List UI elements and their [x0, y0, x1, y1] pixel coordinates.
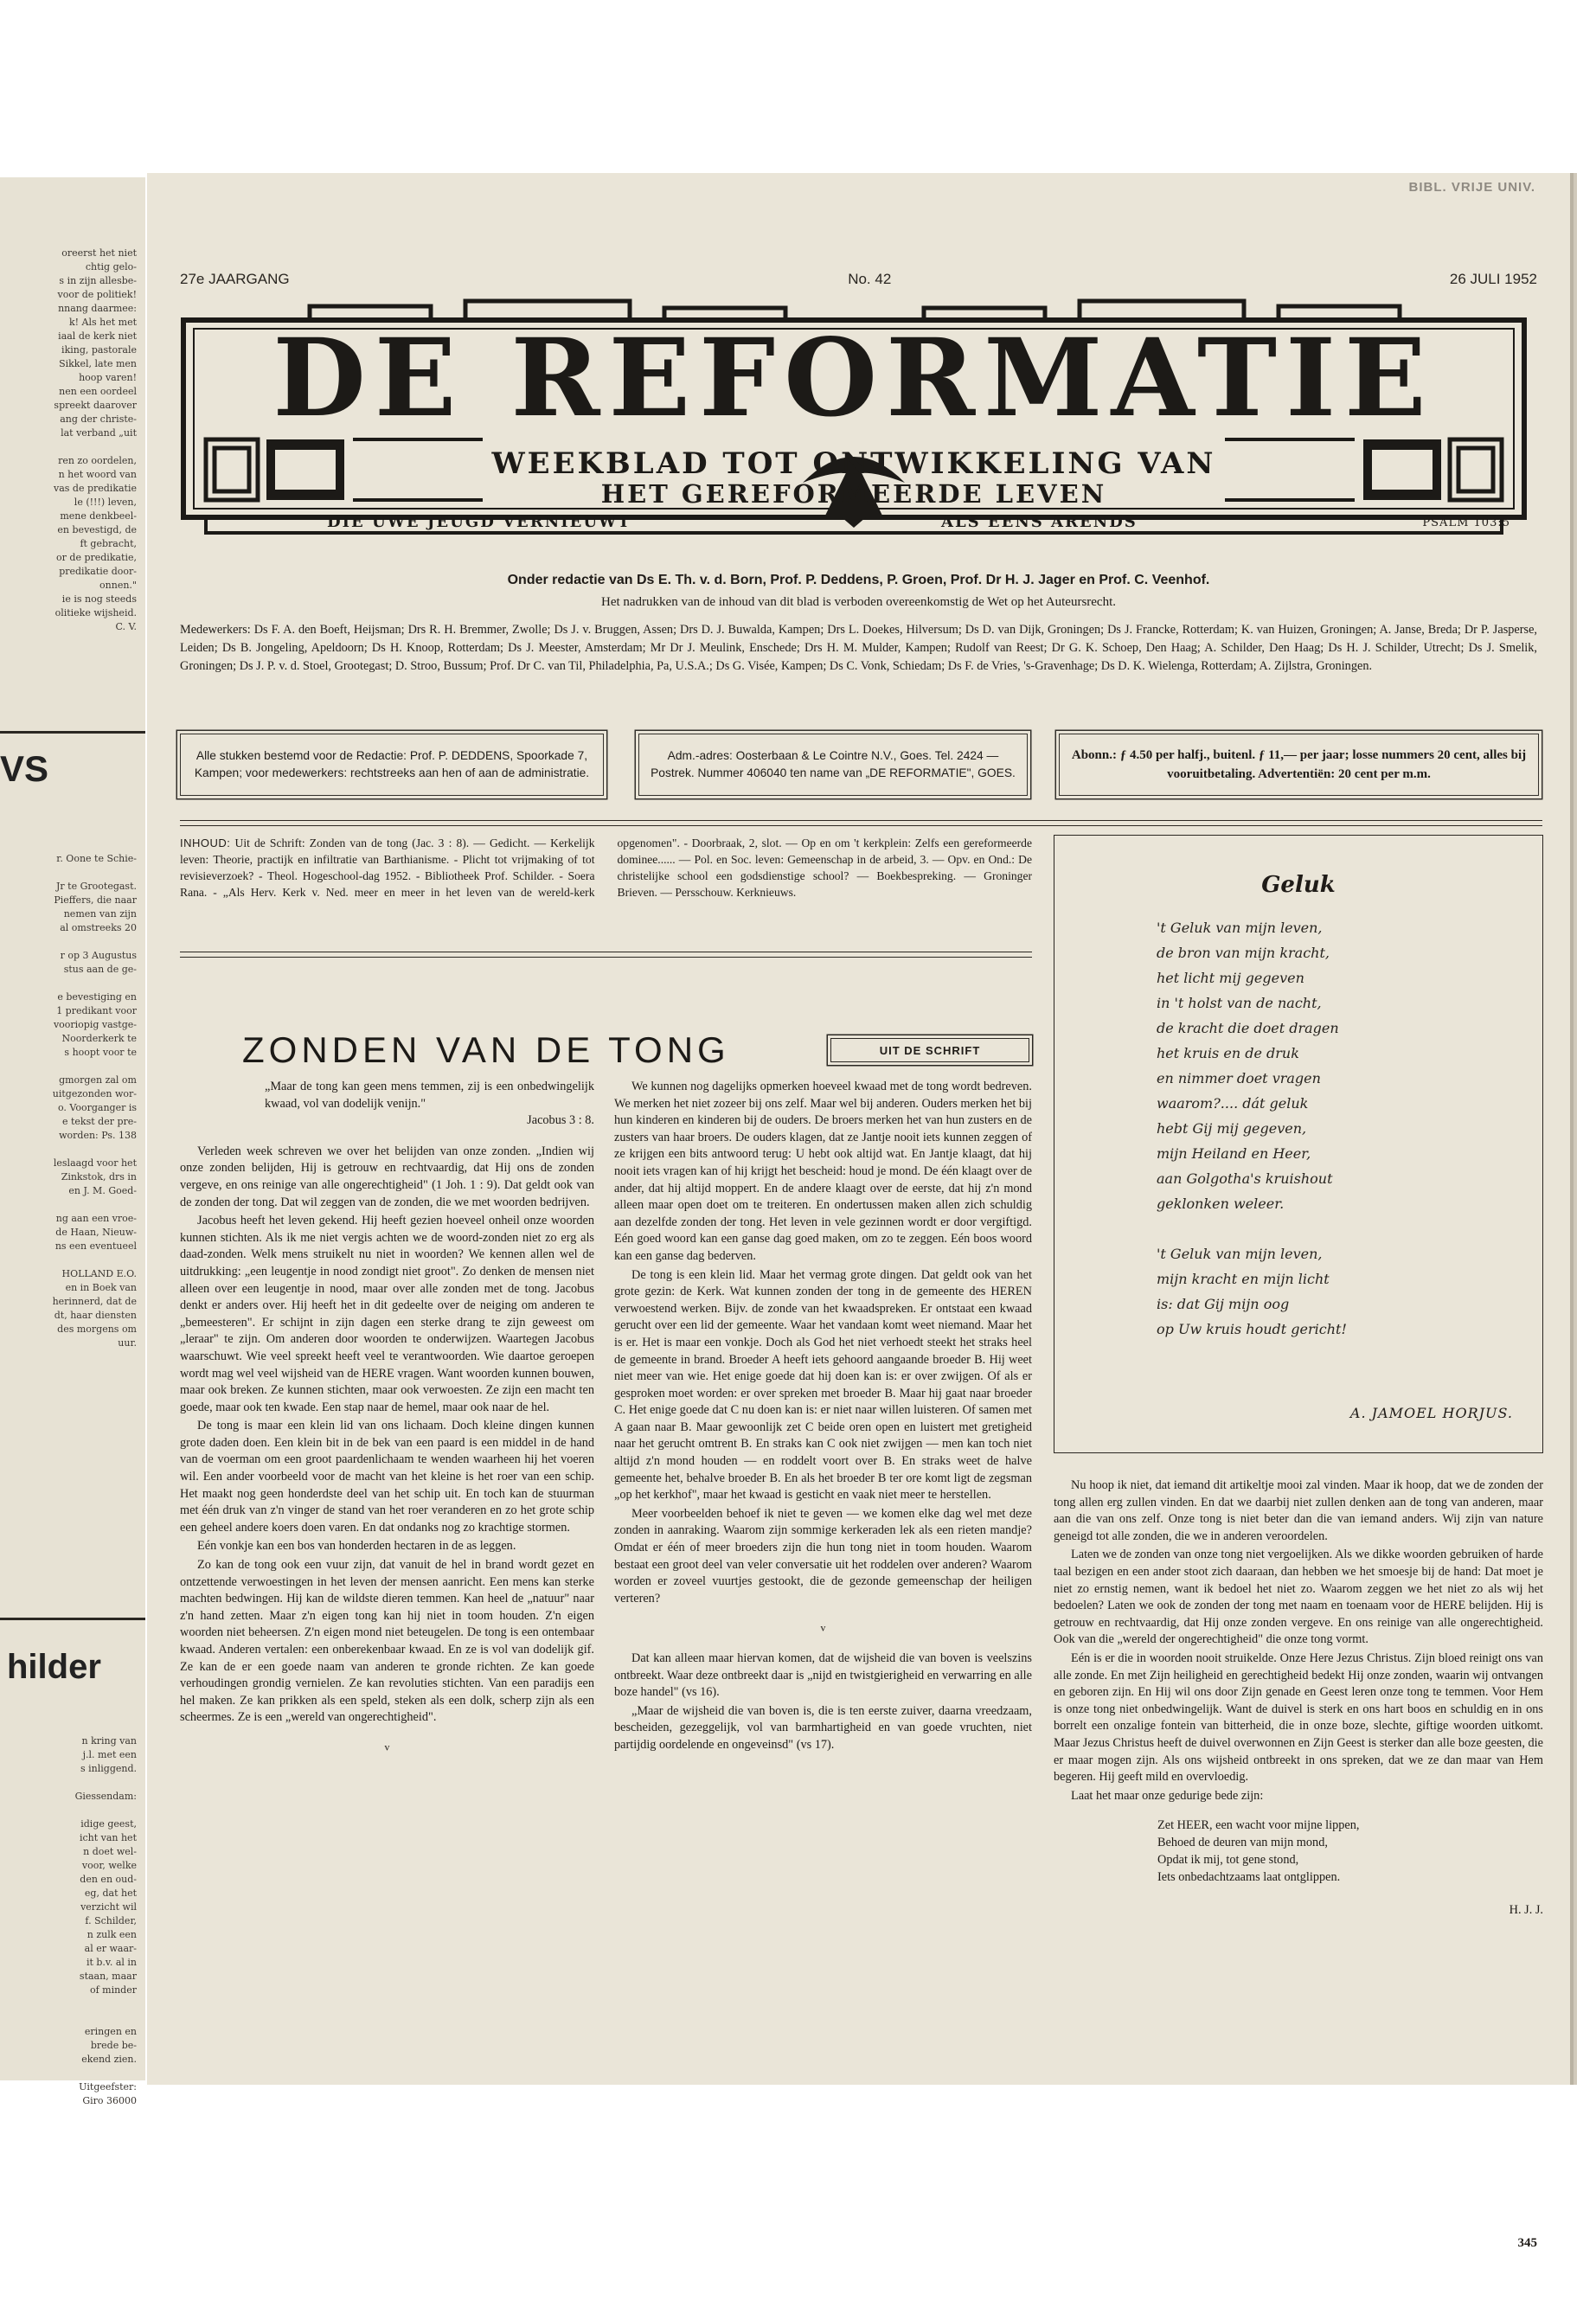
- motto-text: „Maar de tong kan geen mens temmen, zij is een onbedwingelijk kwaad, vol van dodelijk venijn.": [265, 1080, 594, 1111]
- verse-line: Opdat ik mij, tot gene stond,: [1157, 1853, 1299, 1868]
- poem-line: het licht mij gegeven: [1157, 970, 1304, 986]
- table-of-contents: [180, 835, 1032, 901]
- paragraph: Nu hoop ik niet, dat iemand dit artikeltje mooi zal vinden. Maar ik hoop, dat we de zonden der tong allen erg zullen vinden. En dat we daarbij niet zullen denken aan de tong van anderen, maar aan die van ons zelf. Onze tong is niet beter dan die van iemand anders. Wij zijn van nature geneigd tot alle zonden, die we in anderen veroordelen.: [1054, 1478, 1543, 1543]
- poem-line: 't Geluk van mijn leven,: [1157, 1246, 1323, 1262]
- previous-page-edge: [0, 177, 145, 2106]
- newspaper-page: [147, 173, 1570, 2250]
- previous-page-rule: [0, 731, 145, 734]
- poem-line: hebt Gij mij gegeven,: [1157, 1120, 1307, 1137]
- volume: 27e JAARGANG: [180, 271, 290, 287]
- poem-line: mijn Heiland en Heer,: [1157, 1145, 1311, 1162]
- masthead: [180, 301, 1528, 542]
- article-rubric: UIT DE SCHRIFT: [830, 1038, 1029, 1062]
- masthead-motto-left: DIE UWE JEUGD VERNIEUWT: [327, 513, 631, 531]
- psalm-verse: [1157, 1817, 1543, 1886]
- poem-line: de kracht die doet dragen: [1157, 1020, 1339, 1036]
- poem-line: aan Golgotha's kruishout: [1157, 1170, 1333, 1187]
- article-signature: H. J. J.: [1509, 1903, 1543, 1918]
- poem-line: is: dat Gij mijn oog: [1157, 1296, 1290, 1312]
- previous-page-heading: hilder: [7, 1648, 101, 1686]
- paragraph: De tong is maar een klein lid van ons lichaam. Doch kleine dingen kunnen grote daden doen. Een klein bit in de bek van een paard is een middel in de hand van de voerman om een groot paardenlichaam te wenden waarheen hij het voeren wil. Een ander voorbeeld voor de macht van het kleine is het roer van een schip. Het maakt nog geen honderdste deel van het schip uit. En toch kan de stuurman met één druk van z'n vinger de stand van het roer veranderen en zo het grote schip een geheel andere koers doen varen. En dat ondanks nog zo krachtige stormen.: [180, 1419, 594, 1535]
- poem-line: het kruis en de druk: [1157, 1045, 1299, 1061]
- previous-page-text-bottom: n kring van j.l. met een s inliggend. Giessendam: idige geest, icht van het n doet wel- voor, welke den en oud- eg, dat het verzicht wil f. Schilder, n zulk een al er waar- it b.v. al in staan, maar of minder eringen en brede be- ekend zien. Uitgeefster: Giro 36000: [74, 1735, 137, 2106]
- masthead-psalm-reference: PSALM 103:5: [1422, 516, 1510, 529]
- editorial-address-box: Alle stukken bestemd voor de Redactie: Prof. P. DEDDENS, Spoorkade 7, Kampen; voor medewerkers: rechtstreeks aan hen of aan de administratie.: [180, 734, 604, 796]
- paragraph: We kunnen nog dagelijks opmerken hoeveel kwaad met de tong wordt bedreven. We merken het niet zozeer bij ons zelf. Maar wel bij anderen. Ouders merken het bij hun kinderen en kinderen bij de ouders. De broers merken het van hun zusters en de zusters van haar broers. De ouders klagen, dat ze Jantje nooit iets kunnen zeggen of ze krijgen een bits antwoord terug: U hebt ook altijd wat. En Jantje klaagt, dat hij nooit iets vragen kan of hij krijgt het bescheid: houd je mond. De één klaagt over de ander, dat hij altijd moppert. En de andere klaagt over de eerste, dat hij z'n mond alleen maar open doet om te treiteren. En ondertussen maken allen zich schuldig aan dezelfde zonden der tong. Het leven in vele gezinnen wordt er door vergiftigd. Eén goed woord kan een ganse dag goed maken, om zo te zeggen. Eén boos woord kan een ganse dag bederven.: [614, 1080, 1032, 1263]
- poem-title: Geluk: [1261, 872, 1336, 898]
- poem-line: mijn kracht en mijn licht: [1157, 1271, 1330, 1287]
- paragraph: De tong is een klein lid. Maar het vermag grote dingen. Dat geldt ook van het grote gezin: de Kerk. Wat kunnen zonden der tong in de gemeente des HEREN verwoestend werken. Bijv. de zonde van het kwaadspreken. Er ontstaat een kwaad gerucht over een lid der gemeente. Waar het vandaan komt weet niemand. Maar het is er. Het is maar een vonkje. Doch als God het niet verhoedt steekt het straks heel de gemeente in brand. Broeder A heeft iets gehoord aangaande broeder B. Hij weet niet meer van wie. Het enige goede dat hij doen kan is: er over zwijgen. Of als er gesproken moet worden: er over spreken met broeder B. Maar hij gaat naar broeder C. Het enige goede dat C nu doen kan is: er niet naar willen luisteren. Of samen met A gaan naar B. Maar gewoonlijk zet C beide oren open en luistert met gretigheid naar het gerucht omtrent B. En straks kan C ook niet zwijgen — men kan toch niet altijd z'n mond houden — en roddelt voort over B. En straks weet de halve gemeente het, behalve broeder B. En als het broeder B ter ore komt ligt de zegsman „op het kerkhof", maar het kwaad is gesticht en vaak niet meer te herstellen.: [614, 1267, 1032, 1503]
- separator-mark: ᵛ: [820, 1621, 826, 1641]
- poem-line: op Uw kruis houdt gericht!: [1157, 1321, 1347, 1337]
- paragraph: Laten we de zonden van onze tong niet vergoelijken. Als we dikke woorden gebruiken of harde taal bezigen en een ander stoot zich daaraan, dan hebben we het smoesje bij de hand: Dat moet je niet zo ernstig nemen, want ik bedoel het niet zo. Waarom zeggen we het niet zo als wij het bedoelen? Laten we ook de zonden der tong met naam en toenaam voor de HERE belijden. Hij is getrouw en rechtvaardig, dat Hij onze zonden vergeve. En ons reinige van alle ongerechtigheid. Ook van die „wereld der ongerechtigheid" die onze tong vormt.: [1054, 1548, 1543, 1647]
- previous-page-text-top: oreerst het niet chtig gelo- s in zijn allesbe- voor de politiek! nnang daarmee: k! Als het met iaal de kerk niet iking, pastorale Sikkel, late men hoop varen! nen een oordeel spreekt daarover ang der christe- lat verband „uit ren zo oordelen, n het woord van vas de predikatie le (!!!) leven, mene denkbeel- en bevestigd, de ft gebracht, or de predikatie, predikatie door- onnen." ie is nog steeds olitieke wijsheid. C. V.: [53, 247, 137, 632]
- paragraph: Verleden week schreven we over het belijden van onze zonden. „Indien wij onze zonden belijden, Hij is getrouw en rechtvaardig, dat Hij ons de zonden vergeve, en ons reinige van alle ongerechtigheid" (1 Joh. 1 : 9). Dat geldt ook van de zonden der tong. Dat wil zeggen van de zonden, die we met woorden bedrijven.: [180, 1144, 594, 1209]
- poem-line: 't Geluk van mijn leven,: [1157, 920, 1323, 936]
- contents-label: INHOUD:: [180, 836, 231, 849]
- paragraph: Eén is er die in woorden nooit struikelde. Onze Here Jezus Christus. Zijn bloed reinigt ons van alle zonde. En met Zijn heiligheid en gerechtigheid bedekt Hij onze zonden, waarin wij ontvangen en geboren zijn. En Hij wil ons door Zijn genade en Geest leren onze tong te temmen. Voor Hem is onze tong niet onbedwingelijk. Want de duivel is sterk en ons hart boos en schuldig en in ons borrelt een onzalige fontein van bitterheid, die in onze boze, slechte, giftige woorden uitkomt. Maar Jezus Christus heeft de duivel overwonnen en Zijn Geest is sterker dan alle boze geesten, die er maar mogen zijn. Als ons wijsheid ontbreekt in ons spreken, dat we ze dan maar van Hem begeren. Hij geeft mild en overvloedig.: [1054, 1650, 1543, 1785]
- section-rule: [180, 820, 1542, 826]
- poem-line: waarom?.... dát geluk: [1157, 1095, 1309, 1112]
- paragraph: Zo kan de tong ook een vuur zijn, dat vanuit de hel in brand wordt gezet en ontzettende verwoestingen in het leven der mensen aanricht. Een mens kan sterke machten bedwingen. Hij kan de wildste dieren temmen. Kan heel de „natuur" naar z'n hand zetten. Maar z'n eigen tong kan hij niet in toom houden. Z'n eigen woorden niet beheersen. Z'n eigen mond niet beteugelen. De tong is een ontembaar kwaad. Anderen vertalen: een onberekenbaar kwaad. En ze is vol van dodelijk gif. Ze kan de er een goede naam van anderen te gronde richten. Ze kan goede verhoudingen grondig vernielen. Ze kan revoluties stichten. Van een paradijs een hel maken. Ze kan prikken als een speld, steken als een dolk, scherp zijn als een scheermes. Ze is een „wereld van ongerechtigheid".: [180, 1558, 594, 1725]
- paragraph: Dat kan alleen maar hiervan komen, dat de wijsheid die van boven is veelszins ontbreekt. Waar deze ontbreekt daar is „nijd en twistgierigheid en verwarring en alle boze handel" (vs 16).: [614, 1651, 1032, 1700]
- previous-page-rule: [0, 1618, 145, 1620]
- masthead-title: DE REFORMATIE: [272, 316, 1435, 441]
- masthead-motto-right: ALS EENS ARENDS: [941, 513, 1138, 531]
- subscription-box: Abonn.: ƒ 4.50 per halfj., buitenl. ƒ 11,— per jaar; losse nummers 20 cent, alles bij vooruitbetaling. Advertentiën: 20 cent per m.m.: [1059, 734, 1539, 796]
- poem-line: [1157, 1216, 1520, 1241]
- motto-reference: Jacobus 3 : 8.: [527, 1113, 594, 1128]
- article-title: ZONDEN VAN DE TONG: [242, 1029, 730, 1070]
- contents-text: Uit de Schrift: Zonden van de tong (Jac. 3 : 8). — Gedicht. — Kerkelijk leven: Theorie, practijk en infiltratie van Barthianisme. - Plicht tot vrijmaking of tot revisieverzoek? - Theol. Hogeschool-dag 1952. - Bibliotheek Prof. Schilder. - Soera Rana. - „Als Herv. Kerk v. Ned. meer en meer in het leven van de wereld-kerk opgenomen". - Doorbraak, 2, slot. — Op en om 't kerkplein: Zelfs een gereformeerde dominee...... — Pol. en Soc. leven: Gemeenschap in de arbeid, 3. — Opv. en Ond.: De christelijke school een godsdienstige school? — Boekbespreking. — Groninger Brieven. — Persschouw. Kerknieuws.: [180, 836, 1032, 899]
- issue-date: 26 JULI 1952: [1449, 271, 1537, 287]
- issue-number: No. 42: [848, 271, 892, 287]
- masthead-subtitle: HET GEREFORMEERDE LEVEN: [600, 479, 1107, 509]
- library-stamp: BIBL. VRIJE UNIV.: [1408, 180, 1535, 195]
- poem-author: A. JAMOEL HORJUS.: [1349, 1405, 1513, 1421]
- editors-line: Onder redactie van Ds E. Th. v. d. Born, Prof. P. Deddens, P. Groen, Prof. Dr H. J. Jager en Prof. C. Veenhof.: [507, 573, 1210, 587]
- poem-line: geklonken weleer.: [1157, 1195, 1285, 1212]
- section-rule: [180, 952, 1032, 958]
- paragraph: Laat het maar onze gedurige bede zijn:: [1071, 1788, 1264, 1803]
- article-column-1: [180, 1079, 594, 1770]
- issue-line: [180, 271, 1537, 288]
- paragraph: Eén vonkje kan een bos van honderden hectaren in de as leggen.: [197, 1539, 516, 1554]
- poem-line: in 't holst van de nacht,: [1157, 995, 1322, 1011]
- article-column-3: [1054, 1477, 1543, 1918]
- paragraph: Meer voorbeelden behoef ik niet te geven — we komen elke dag wel met deze zonden in aanraking. Waarom zijn sommige kerkeraden lek als een rieten mandje? Omdat er één of meer broeders zijn die hun tong niet in toom houden. Waarom bestaat een groot deel van veler conversatie uit het roddelen over anderen? Waarom worden er zoveel vuurtjes gestookt, die de gezonde gemeenschap der heiligen verteren?: [614, 1506, 1032, 1606]
- article-motto: [265, 1079, 594, 1130]
- verse-line: Behoed de deuren van mijn mond,: [1157, 1836, 1328, 1850]
- info-boxes: [180, 734, 1542, 803]
- article-column-2: [614, 1079, 1032, 1756]
- administration-address-box: Adm.-adres: Oosterbaan & Le Cointre N.V., Goes. Tel. 2424 — Postrek. Nummer 406040 ten name van „DE REFORMATIE", GOES.: [638, 734, 1028, 796]
- previous-page-heading: VS: [0, 748, 49, 789]
- poem-line: de bron van mijn kracht,: [1157, 945, 1330, 961]
- page-number: 345: [1517, 2236, 1537, 2250]
- verse-line: Zet HEER, een wacht voor mijne lippen,: [1157, 1818, 1360, 1833]
- verse-line: Iets onbedachtzaams laat ontglippen.: [1157, 1870, 1341, 1885]
- previous-page-text-mid: r. Oone te Schie- Jr te Grootegast. Pieffers, die naar nemen van zijn al omstreeks 20 r op 3 Augustus stus aan de ge- e bevestiging en 1 predikant voor vooriopig vastge- Noorderkerk te s hoopt voor te gmorgen zal om uitgezonden wor- o. Voorganger is e tekst der pre- worden: Ps. 138 leslaagd voor het Zinkstok, drs in en J. M. Goed- ng aan een vroe- de Haan, Nieuw- ns een eventueel HOLLAND E.O. en in Boek van herinnerd, dat de dt, haar diensten des morgens om uur.: [52, 853, 137, 1349]
- masthead-subtitle: WEEKBLAD TOT ONTWIKKELING VAN: [491, 446, 1216, 481]
- poem-line: en nimmer doet vragen: [1157, 1070, 1321, 1086]
- poem-lines: [1157, 915, 1520, 1342]
- poem-box: [1054, 835, 1543, 1453]
- copyright-notice: Het nadrukken van de inhoud van dit blad is verboden overeenkomstig de Wet op het Auteursrecht.: [600, 595, 1117, 609]
- paragraph: Jacobus heeft het leven gekend. Hij heeft gezien hoeveel onheil onze woorden kunnen stichten. Als ik me niet vergis achten we de woord-zonden niet zo erg als daad-zonden. Welk mens struikelt nu niet in woorden? We kennen allen wel de uitdrukking: „een leugentje in nood zondigt niet groot". Zo denken de mensen niet alleen over een leugentje in nood, maar over alle zonden met de tong. Jacobus denkt er anders over. Hij heeft het in dit gedeelte over de neiging om anderen te „bemeesteren". Er schijnt in zijn dagen een sterke drang te zijn geweest om „leraar" te zijn. Om anderen door woorden te onderwijzen. Waartegen Jacobus waarschuwt. Wie veel spreekt heeft veel te verantwoorden. Wie daartoe geroepen wordt mag wel veel wijsheid van de HERE vragen. Want woorden kunnen bouwen, maar ook breken. Ze kunnen stichten, maar ook verwoesten. Ze zijn een macht ten goede, maar ook ten kwade. Een stap naar de hemel, maar ook naar de hel.: [180, 1214, 594, 1414]
- separator-mark: ᵛ: [384, 1740, 390, 1759]
- paragraph: „Maar de wijsheid die van boven is, die is ten eerste zuiver, daarna vreedzaam, bescheiden, gezeggelijk, vol van barmhartigheid en van goede vruchten, niet partijdig oordelende en ongeveinsd" (vs 17).: [614, 1703, 1032, 1752]
- collaborators-list: Medewerkers: Ds F. A. den Boeft, Heijsman; Drs R. H. Bremmer, Zwolle; Ds J. v. Bruggen, Assen; Drs D. J. Buwalda, Kampen; Drs L. Doekes, Hilversum; Ds D. van Dijk, Groningen; Ds J. Francke, Rotterdam; K. van Huizen, Groningen; A. Janse, Breda; Dr P. Jasperse, Leiden; Ds B. Jongeling, Apeldoorn; Ds H. Knoop, Rotterdam; Ds J. Meester, Amsterdam; Mr Dr J. Meulink, Enschede; Drs H. M. Mulder, Kampen; Rudolf van Reest; Dr G. K. Schoep, Den Haag; A. Schilder, Den Haag; Ds H. J. Schilder, Utrecht; Ds J. Smelik, Groningen; Ds J. P. v. d. Stoel, Grootegast; D. Stroo, Bussum; Prof. Dr C. van Til, Philadelphia, Pa, U.S.A.; Ds G. Visée, Kampen; Ds C. Vonk, Schiedam; Ds F. de Vries, 's-Gravenhage; Ds D. K. Wielenga, Rotterdam; A. Zijlstra, Groningen.: [180, 623, 1537, 673]
